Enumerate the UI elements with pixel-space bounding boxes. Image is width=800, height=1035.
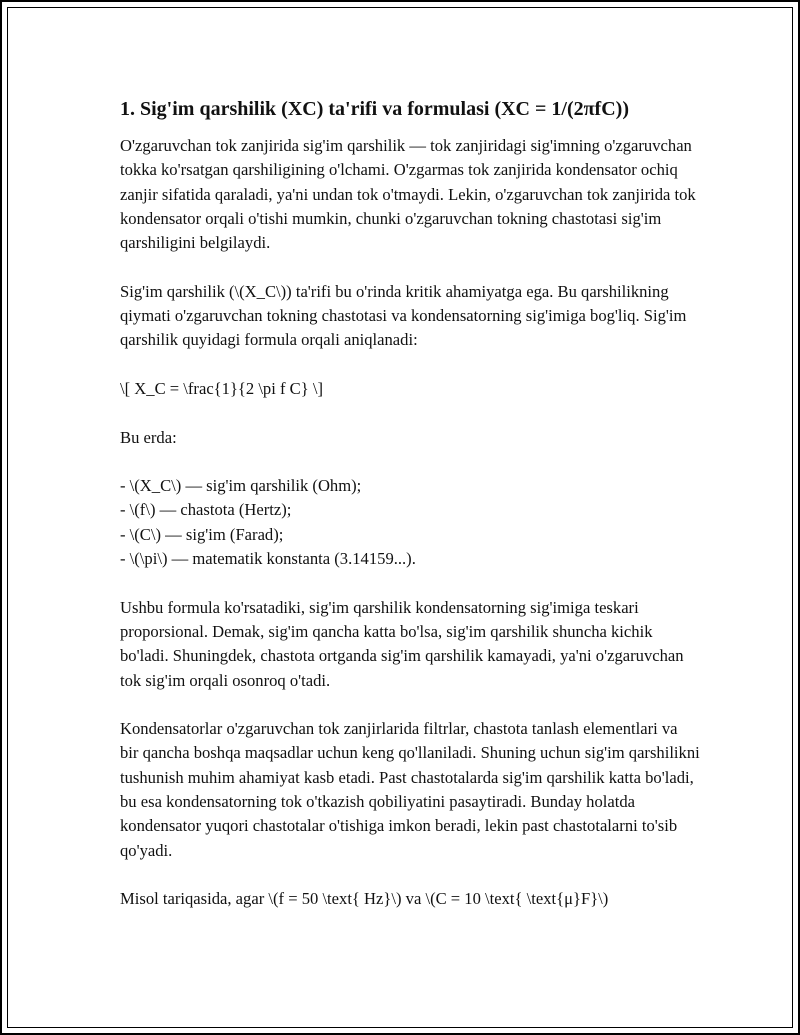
list-item: - \(\pi\) — matematik konstanta (3.14159...).: [120, 549, 416, 569]
list-item: - \(X_C\) — sig'im qarshilik (Ohm);: [120, 476, 362, 496]
paragraph-applications: Kondensatorlar o'zgaruvchan tok zanjirlarida filtrlar, chastota tanlash elementlari va bir qancha boshqa maqsadlar uchun keng qo'llaniladi. Shuning uchun sig'im qarshilikni tushunish muhim ahamiyat kasb etadi. Past chastotalarda sig'im qarshilik katta bo'ladi, bu esa kondensatorning tok o'tkazish qobiliyatini pasaytiradi. Bunday holatda kondensator yuqori chastotalar o'tishiga imkon beradi, lekin past chastotalarni to'sib qo'yadi.: [120, 719, 700, 860]
paragraph-example: Misol tariqasida, agar \(f = 50 \text{ Hz}\) va \(C = 10 \text{ \text{μ}F}\): [120, 889, 609, 909]
paragraph-definition: O'zgaruvchan tok zanjirida sig'im qarshilik — tok zanjiridagi sig'imning o'zgaruvchan tokka ko'rsatgan qarshiligining o'lchami. O'zgarmas tok zanjirida kondensator ochiq zanjir sifatida qaraladi, ya'ni undan tok o'tmaydi. Lekin, o'zgaruvchan tok zanjirida tok kondensator orqali o'tishi mumkin, chunki o'zgaruvchan tokning chastotasi sig'im qarshiligini belgilaydi.: [120, 136, 696, 253]
document-body: [120, 96, 700, 936]
paragraph-where: Bu erda:: [120, 427, 177, 447]
paragraph-proportionality: Ushbu formula ko'rsatadiki, sig'im qarshilik kondensatorning sig'imiga teskari proporsional. Demak, sig'im qancha katta bo'lsa, sig'im qarshilik shuncha kichik bo'ladi. Shuningdek, chastota ortganda sig'im qarshilik kamayadi, ya'ni o'zgaruvchan tok sig'im orqali osonroq o'tadi.: [120, 597, 684, 690]
list-item: - \(f\) — chastota (Hertz);: [120, 500, 292, 520]
paragraph-xc-definition: Sig'im qarshilik (\(X_C\)) ta'rifi bu o'rinda kritik ahamiyatga ega. Bu qarshilikning qiymati o'zgaruvchan tokning chastotasi va kondensatorning sig'imiga bog'liq. Sig'im qarshilik quyidagi formula orqali aniqlanadi:: [120, 281, 687, 350]
section-heading: 1. Sig'im qarshilik (XC) ta'rifi va formulasi (XC = 1/(2πfC)): [120, 98, 629, 120]
list-item: - \(C\) — sig'im (Farad);: [120, 524, 284, 544]
formula-line: \[ X_C = \frac{1}{2 \pi f C} \]: [120, 378, 323, 398]
definitions-list: [120, 474, 700, 571]
